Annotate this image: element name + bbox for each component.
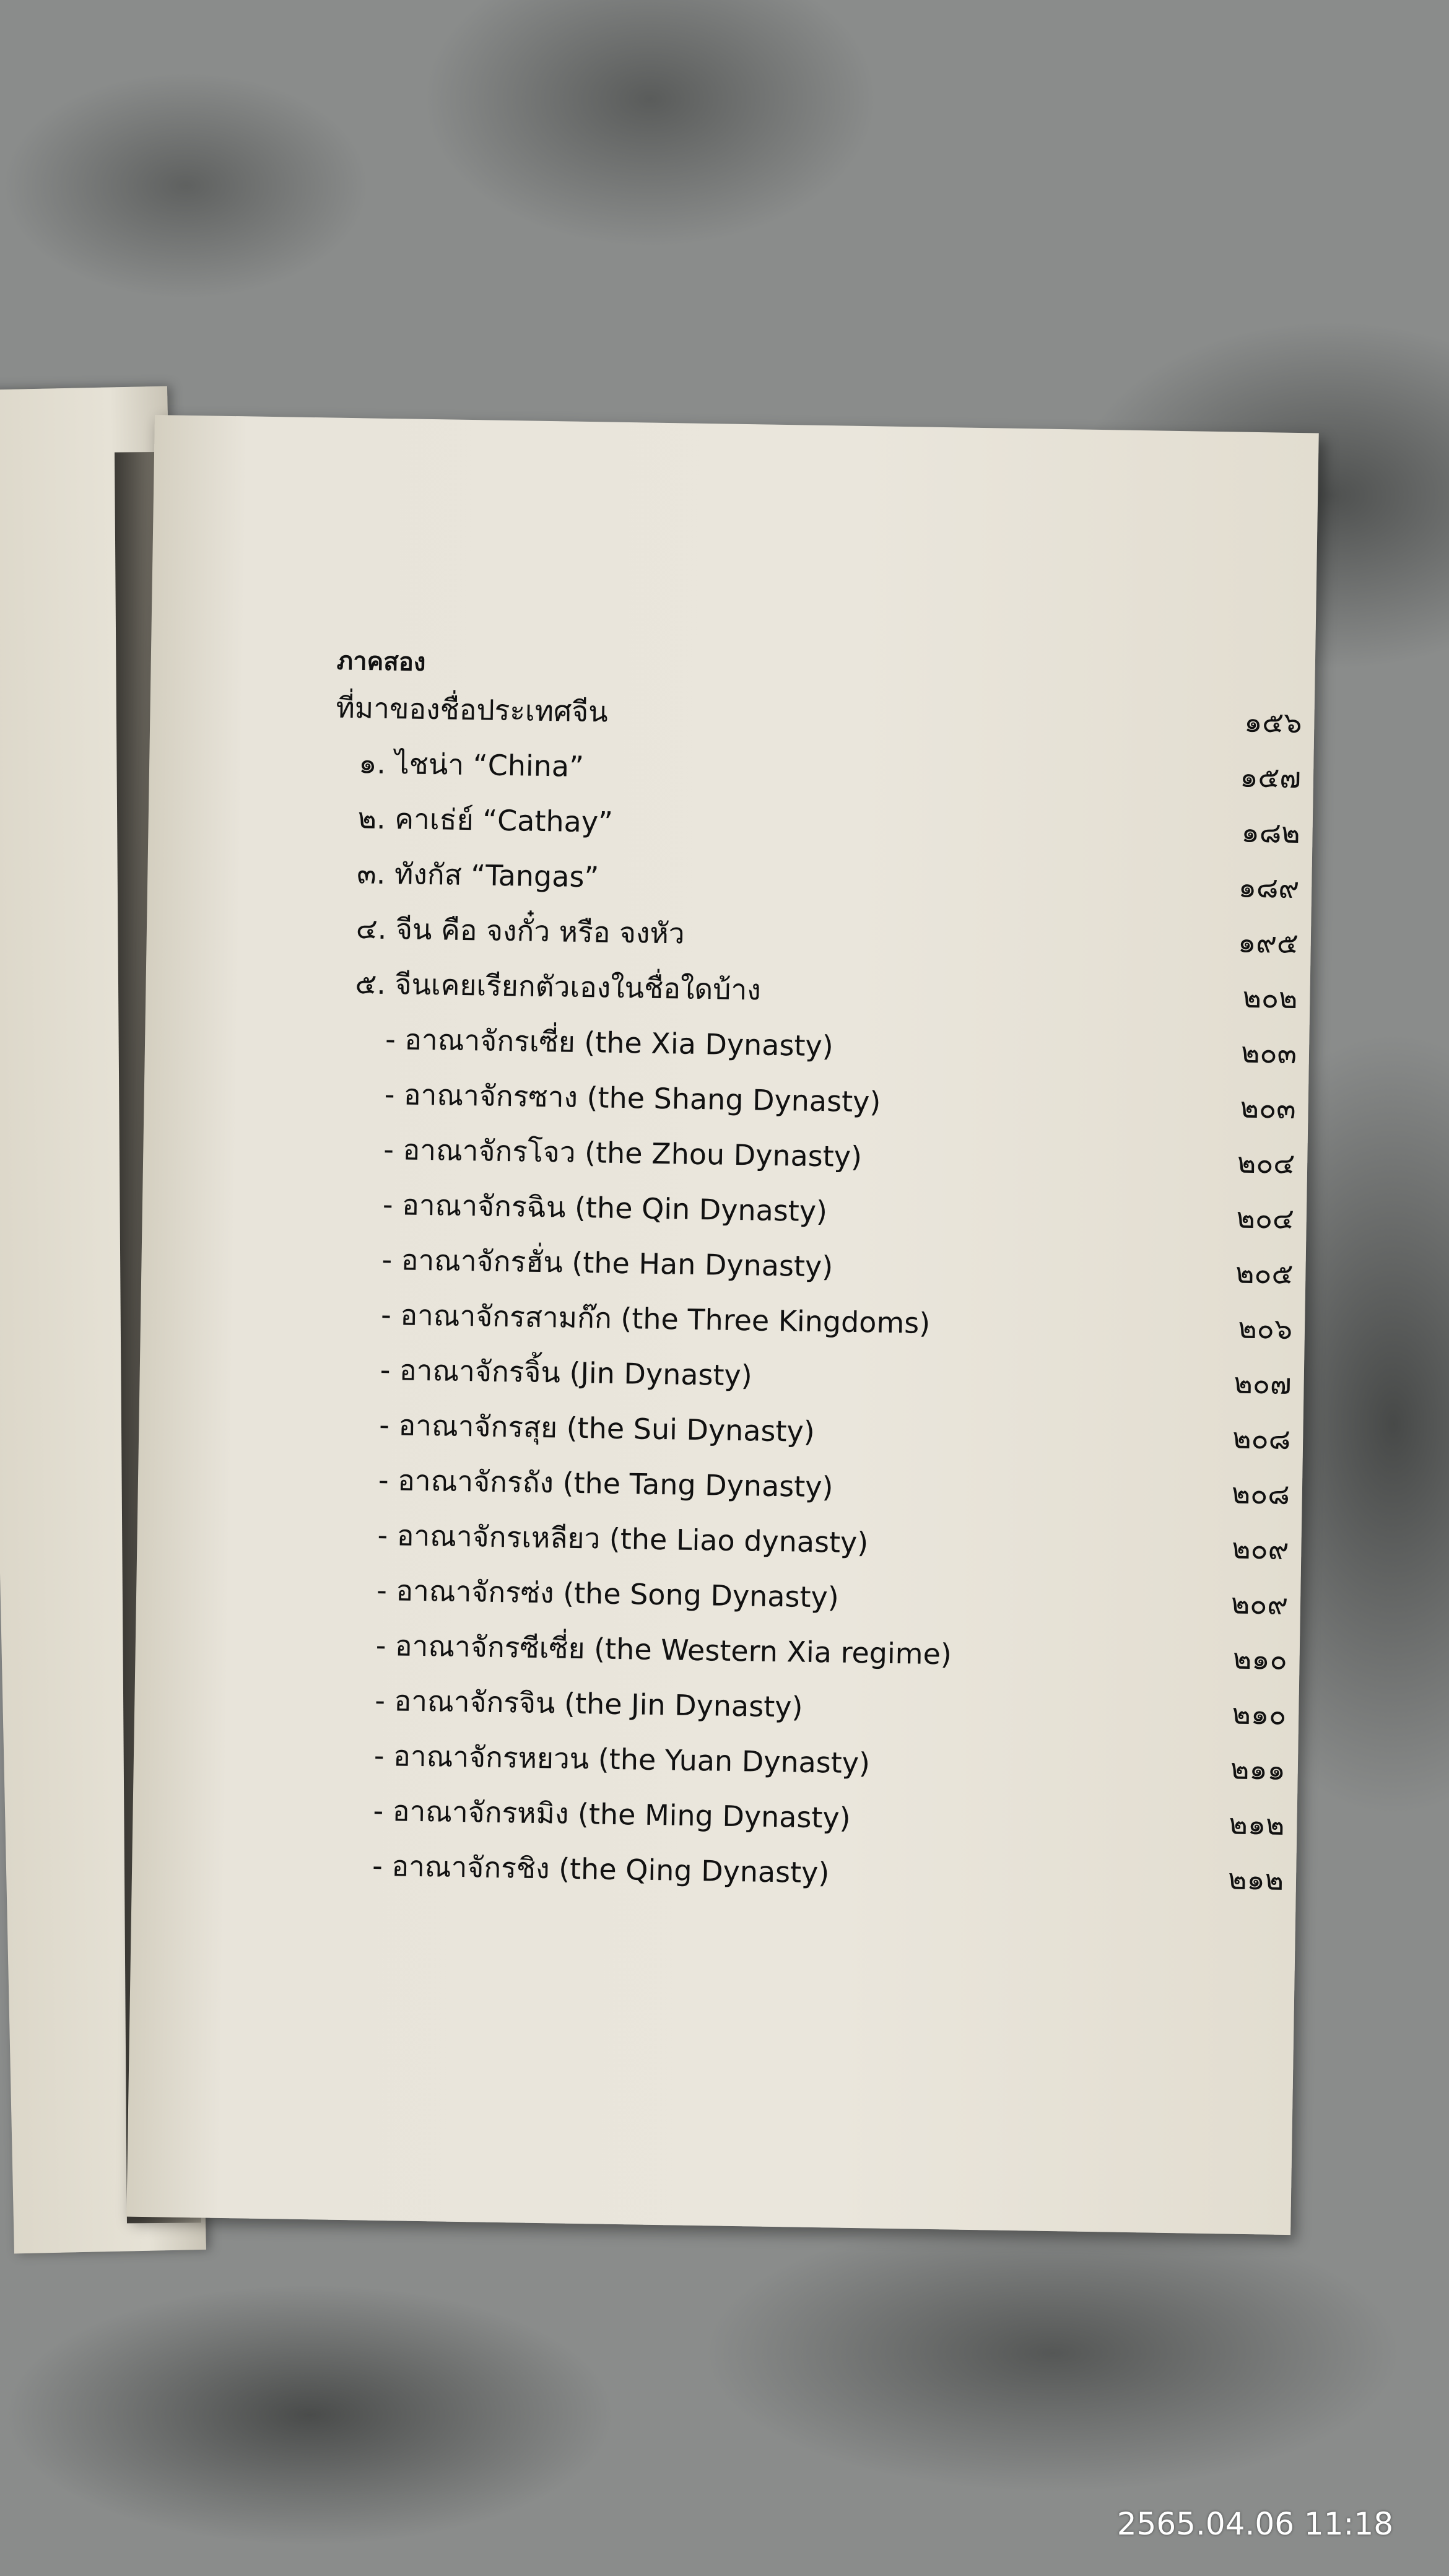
- toc-page-number: ๑๘๙: [1238, 870, 1300, 905]
- section-heading: ภาคสอง: [336, 646, 426, 677]
- toc-entry-title: ๓. ทังกัส “Tangas”: [356, 856, 599, 894]
- toc-page-number: ๑๕๗: [1240, 760, 1302, 795]
- toc-page-number: ๒๑๑: [1230, 1752, 1286, 1786]
- toc-entry-title: ๔. จีน คือ จงกั๋ว หรือ จงหัว: [355, 912, 685, 951]
- toc-entry-title: - อาณาจักรซีเซี่ย (the Western Xia regime): [375, 1628, 952, 1671]
- toc-page-number: ๒๐๘: [1232, 1421, 1291, 1456]
- toc-page-number: ๑๙๕: [1237, 925, 1299, 960]
- toc-entry-title: - อาณาจักรซาง (the Shang Dynasty): [384, 1077, 881, 1119]
- toc-entry-title: - อาณาจักรเหลียว (the Liao dynasty): [377, 1518, 869, 1560]
- toc-entry-title: - อาณาจักรจิ้น (Jin Dynasty): [380, 1352, 753, 1393]
- toc-page-number: ๒๐๘: [1231, 1476, 1290, 1512]
- toc-page-number: ๒๐๙: [1231, 1531, 1289, 1566]
- toc-page-number: ๑๕๖: [1243, 705, 1302, 740]
- toc-page-number: ๑๘๒: [1241, 815, 1301, 850]
- book-page: [126, 415, 1318, 2235]
- toc-page-number: ๒๐๓: [1240, 1090, 1297, 1126]
- toc-page-number: ๒๑๐: [1232, 1697, 1287, 1731]
- toc-entry-title: ๕. จีนเคยเรียกตัวเองในชื่อใดบ้าง: [355, 967, 762, 1007]
- toc-page-number: ๒๑๒: [1227, 1862, 1284, 1897]
- toc-page-number: ๒๐๕: [1235, 1256, 1294, 1291]
- toc-page-number: ๒๐๔: [1237, 1146, 1295, 1181]
- table-of-contents: [317, 641, 1303, 1913]
- toc-page-number: ๒๐๒: [1242, 980, 1298, 1016]
- toc-entry-title: - อาณาจักรฮั่น (the Han Dynasty): [381, 1242, 833, 1284]
- toc-page-number: ๒๐๓: [1240, 1035, 1297, 1071]
- toc-page-number: ๒๑๐: [1232, 1642, 1288, 1676]
- toc-entry-title: ๑. ไชน่า “China”: [358, 746, 585, 783]
- toc-entry-title: - อาณาจักรถัง (the Tang Dynasty): [378, 1463, 833, 1504]
- toc-entry-title: ที่มาของชื่อประเทศจีน: [336, 690, 609, 729]
- toc-entry-title: - อาณาจักรหยวน (the Yuan Dynasty): [373, 1738, 871, 1780]
- toc-entry-title: - อาณาจักรหมิง (the Ming Dynasty): [373, 1793, 851, 1835]
- toc-page-number: ๒๐๔: [1236, 1201, 1295, 1236]
- toc-entry-title: - อาณาจักรโจว (the Zhou Dynasty): [383, 1132, 863, 1174]
- toc-entry-title: - อาณาจักรชิง (the Qing Dynasty): [372, 1848, 830, 1890]
- toc-entry-title: - อาณาจักรสามก๊ก (the Three Kingdoms): [380, 1297, 931, 1340]
- toc-entry-title: - อาณาจักรจิน (the Jin Dynasty): [375, 1683, 803, 1724]
- toc-page-number: ๒๑๒: [1229, 1807, 1285, 1842]
- toc-entry-title: - อาณาจักรเซี่ย (the Xia Dynasty): [385, 1022, 834, 1063]
- toc-page-number: ๒๐๙: [1230, 1586, 1289, 1621]
- toc-entry-title: - อาณาจักรฉิน (the Qin Dynasty): [382, 1187, 828, 1229]
- toc-entry-title: ๒. คาเธ่ย์ “Cathay”: [357, 801, 614, 839]
- toc-entry-title: - อาณาจักรซ่ง (the Song Dynasty): [376, 1573, 840, 1614]
- toc-page-number: ๒๐๖: [1238, 1311, 1293, 1346]
- toc-page-number: ๒๐๗: [1234, 1366, 1292, 1401]
- toc-entry-title: - อาณาจักรสุย (the Sui Dynasty): [379, 1408, 816, 1448]
- photo-timestamp: 2565.04.06 11:18: [1116, 2506, 1393, 2542]
